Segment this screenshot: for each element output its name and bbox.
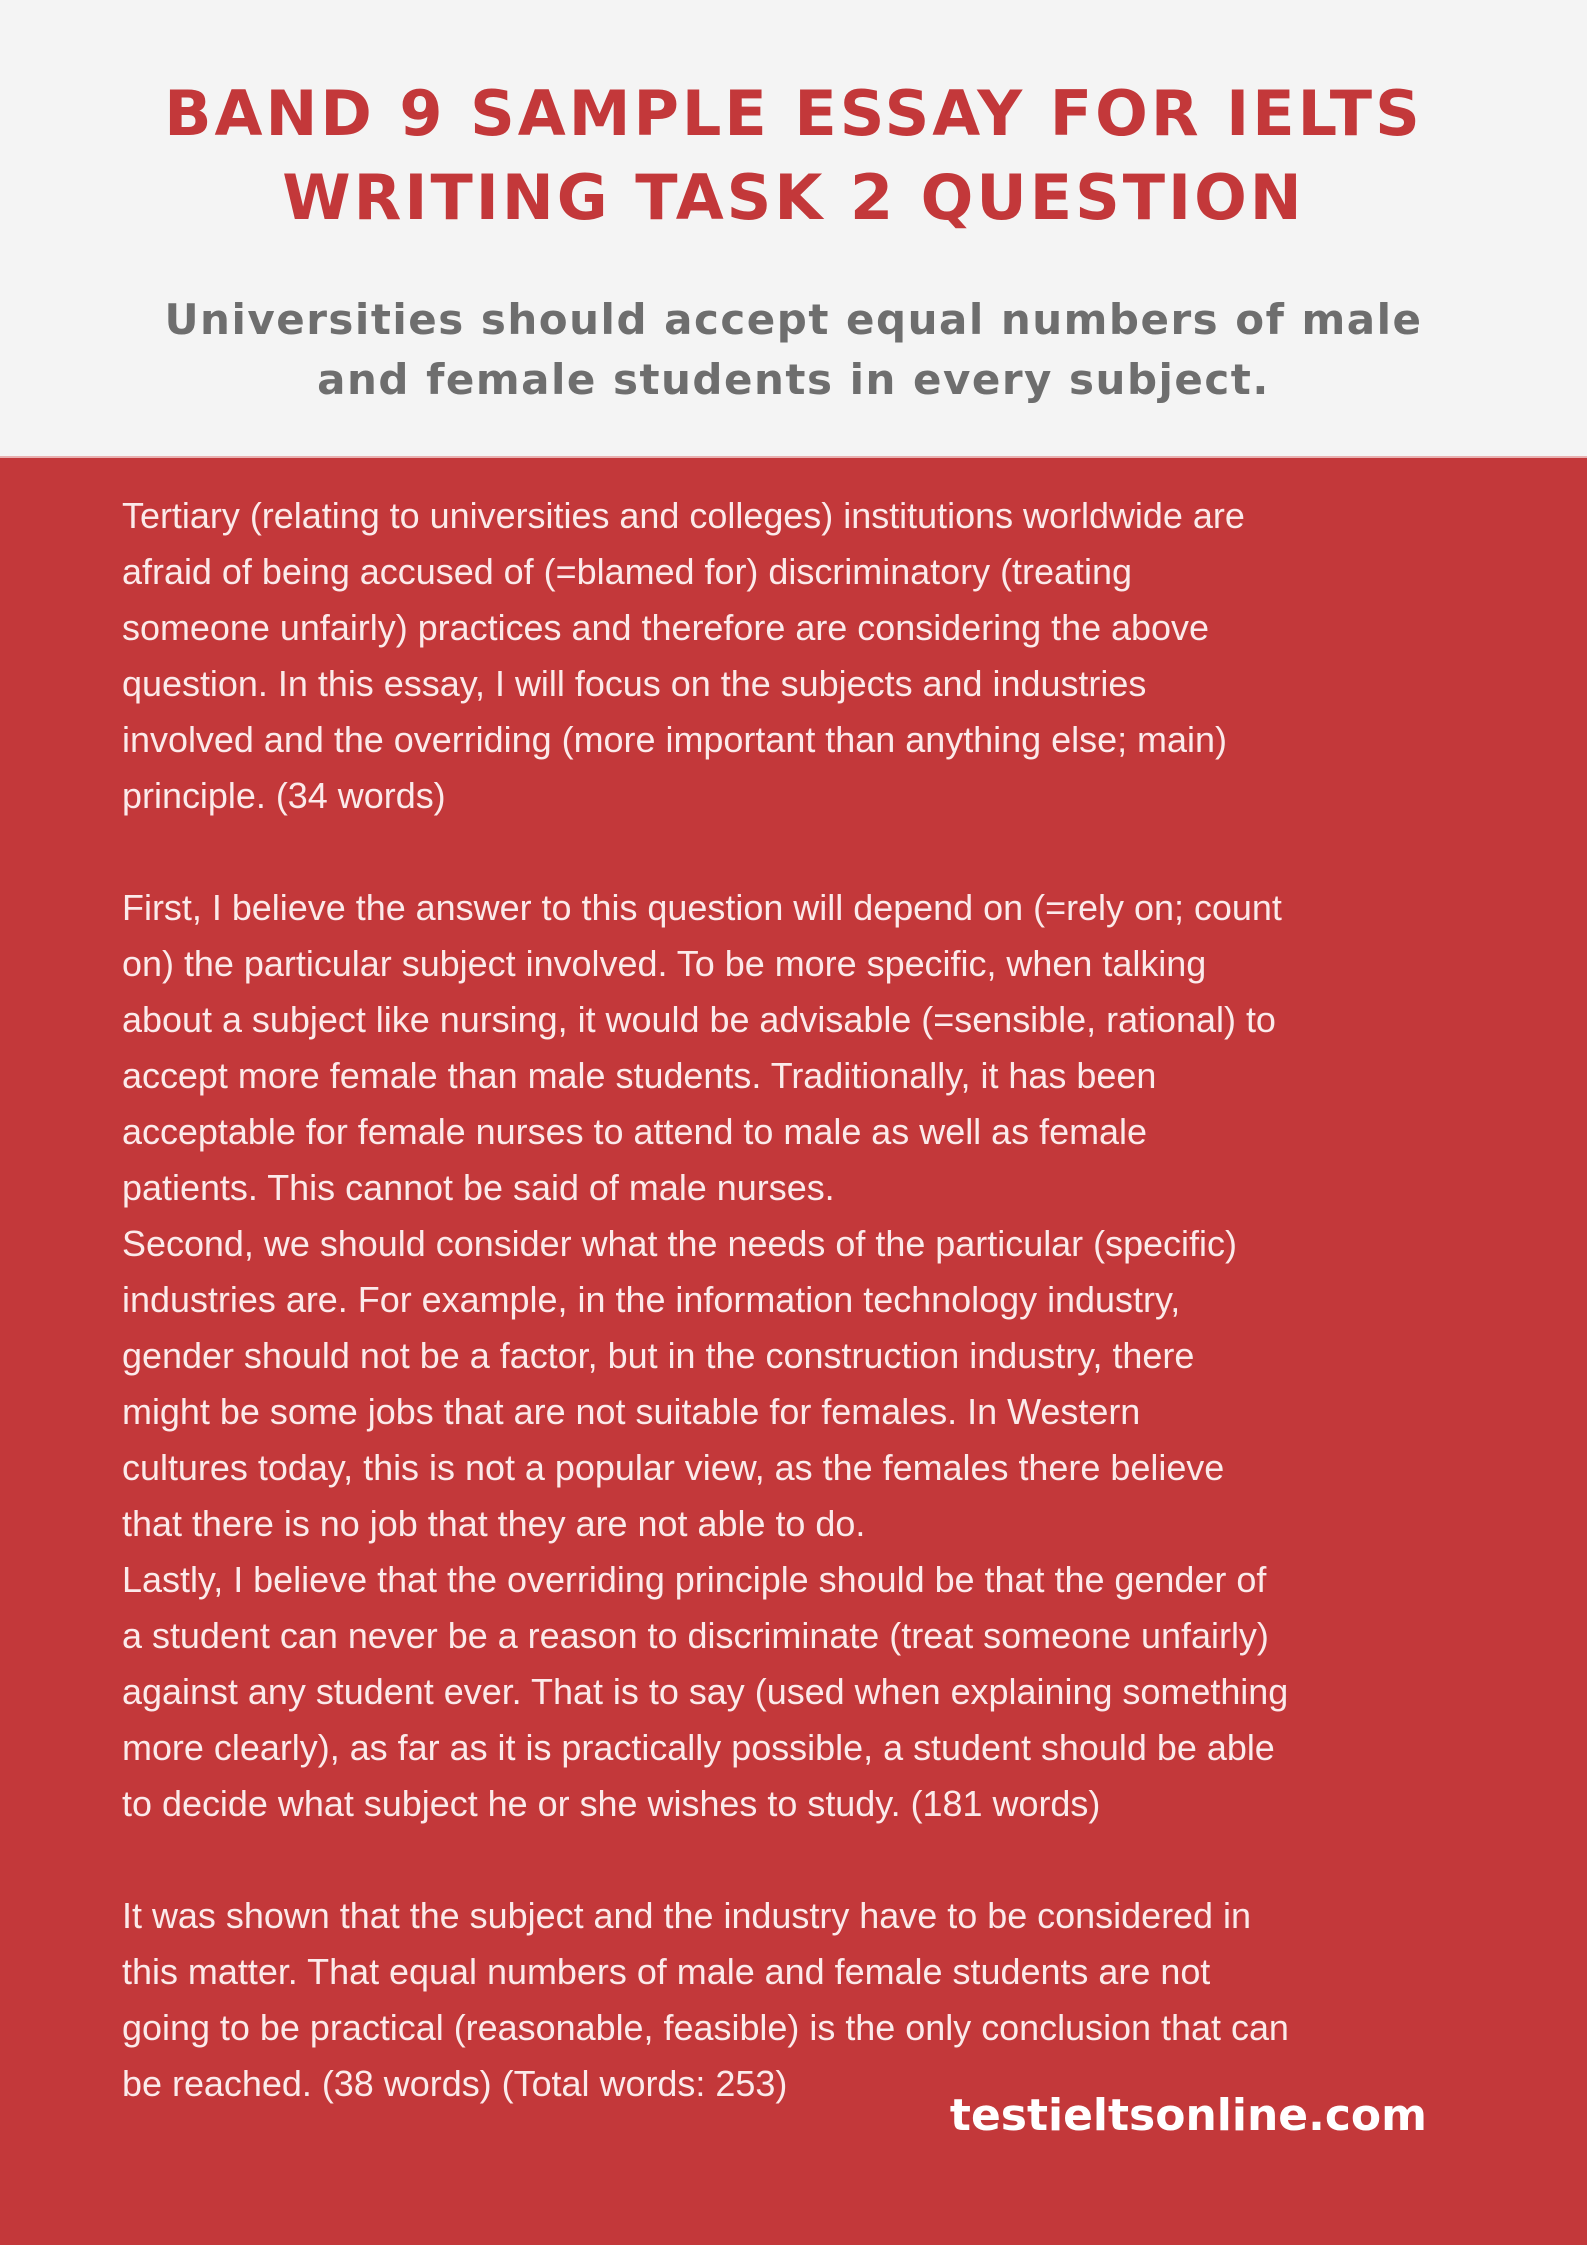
essay-paragraph-conclusion bbox=[122, 1888, 1442, 2112]
essay-line: First, I believe the answer to this question will depend on (=rely on; count bbox=[122, 887, 1282, 928]
essay-line: against any student ever. That is to say (used when explaining something bbox=[122, 1671, 1289, 1712]
question-line-1: Universities should accept equal numbers of male bbox=[164, 295, 1423, 344]
essay-line: principle. (34 words) bbox=[122, 775, 446, 816]
essay-line: might be some jobs that are not suitable for females. In Western bbox=[122, 1391, 1141, 1432]
essay-line: this matter. That equal numbers of male and female students are not bbox=[122, 1951, 1211, 1992]
essay-line: about a subject like nursing, it would be advisable (=sensible, rational) to bbox=[122, 999, 1276, 1040]
essay-line: going to be practical (reasonable, feasible) is the only conclusion that can bbox=[122, 2007, 1289, 2048]
header-panel bbox=[0, 0, 1587, 458]
essay-line: afraid of being accused of (=blamed for) discriminatory (treating bbox=[122, 551, 1132, 592]
essay-line: Lastly, I believe that the overriding principle should be that the gender of bbox=[122, 1559, 1267, 1600]
essay-paragraph-body bbox=[122, 880, 1442, 1832]
essay-line: It was shown that the subject and the industry have to be considered in bbox=[122, 1895, 1251, 1936]
question-line-2: and female students in every subject. bbox=[317, 355, 1270, 404]
essay-line: be reached. (38 words) (Total words: 253) bbox=[122, 2063, 788, 2104]
essay-line: Second, we should consider what the needs of the particular (specific) bbox=[122, 1223, 1237, 1264]
essay-line: more clearly), as far as it is practically possible, a student should be able bbox=[122, 1727, 1275, 1768]
essay-line: that there is no job that they are not able to do. bbox=[122, 1503, 866, 1544]
essay-question bbox=[0, 290, 1587, 410]
essay-line: a student can never be a reason to discriminate (treat someone unfairly) bbox=[122, 1615, 1269, 1656]
essay-body bbox=[122, 488, 1442, 2112]
page-title bbox=[0, 72, 1587, 240]
essay-line: gender should not be a factor, but in the construction industry, there bbox=[122, 1335, 1195, 1376]
essay-line: cultures today, this is not a popular view, as the females there believe bbox=[122, 1447, 1225, 1488]
essay-line: acceptable for female nurses to attend to male as well as female bbox=[122, 1111, 1147, 1152]
essay-line: accept more female than male students. Traditionally, it has been bbox=[122, 1055, 1157, 1096]
essay-line: industries are. For example, in the information technology industry, bbox=[122, 1279, 1181, 1320]
essay-line: question. In this essay, I will focus on the subjects and industries bbox=[122, 663, 1147, 704]
essay-line: patients. This cannot be said of male nurses. bbox=[122, 1167, 835, 1208]
essay-line: someone unfairly) practices and therefore are considering the above bbox=[122, 607, 1209, 648]
brand-watermark: testieltsonline.com bbox=[949, 2090, 1427, 2141]
title-line-2: WRITING TASK 2 QUESTION bbox=[282, 161, 1305, 234]
essay-paragraph-introduction bbox=[122, 488, 1442, 824]
paragraph-spacer bbox=[122, 1832, 1442, 1888]
paragraph-spacer bbox=[122, 824, 1442, 880]
title-line-1: BAND 9 SAMPLE ESSAY FOR IELTS bbox=[164, 77, 1423, 150]
essay-line: involved and the overriding (more important than anything else; main) bbox=[122, 719, 1227, 760]
essay-line: on) the particular subject involved. To be more specific, when talking bbox=[122, 943, 1207, 984]
essay-line: Tertiary (relating to universities and colleges) institutions worldwide are bbox=[122, 495, 1245, 536]
essay-line: to decide what subject he or she wishes to study. (181 words) bbox=[122, 1783, 1101, 1824]
